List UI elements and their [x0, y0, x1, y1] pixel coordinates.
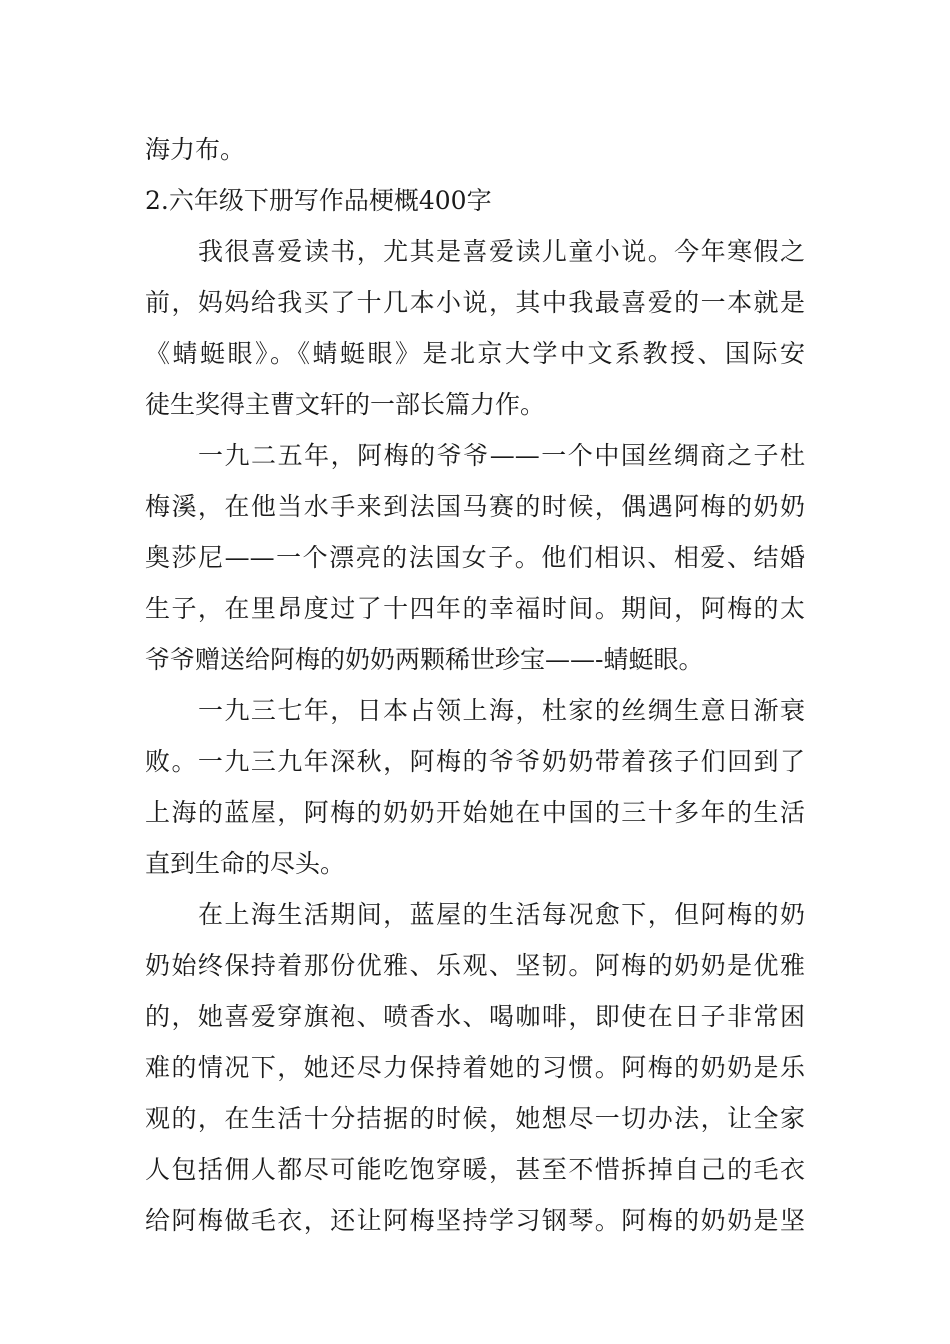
text-line: 前，妈妈给我买了十几本小说，其中我最喜爱的一本就是 [145, 288, 805, 317]
text-line: 梅溪，在他当水手来到法国马赛的时候，偶遇阿梅的奶奶 [145, 492, 805, 521]
text-line: 徒生奖得主曹文轩的一部长篇力作。 [145, 390, 546, 419]
text-line: 我很喜爱读书，尤其是喜爱读儿童小说。今年寒假之 [198, 237, 805, 266]
text-line: 败。一九三九年深秋，阿梅的爷爷奶奶带着孩子们回到了 [145, 747, 805, 776]
text-line: 观的，在生活十分拮据的时候，她想尽一切办法，让全家 [145, 1104, 805, 1133]
text-line: 奶始终保持着那份优雅、乐观、坚韧。阿梅的奶奶是优雅 [145, 951, 805, 980]
text-line: 一九二五年，阿梅的爷爷——一个中国丝绸商之子杜 [198, 441, 805, 470]
text-line: 在上海生活期间，蓝屋的生活每况愈下，但阿梅的奶 [198, 900, 805, 929]
text-line: 生子，在里昂度过了十四年的幸福时间。期间，阿梅的太 [145, 594, 805, 623]
text-line: 上海的蓝屋，阿梅的奶奶开始她在中国的三十多年的生活 [145, 798, 805, 827]
text-line: 2.六年级下册写作品梗概400字 [145, 186, 492, 215]
text-line: 难的情况下，她还尽力保持着她的习惯。阿梅的奶奶是乐 [145, 1053, 805, 1082]
text-line: 的，她喜爱穿旗袍、喷香水、喝咖啡，即使在日子非常困 [145, 1002, 805, 1031]
text-line: 《蜻蜓眼》。《蜻蜓眼》是北京大学中文系教授、国际安 [145, 339, 805, 368]
text-line: 海力布。 [145, 135, 246, 164]
text-line: 人包括佣人都尽可能吃饱穿暖，甚至不惜拆掉自己的毛衣 [145, 1155, 805, 1184]
text-line: 爷爷赠送给阿梅的奶奶两颗稀世珍宝——-蜻蜓眼。 [145, 645, 704, 674]
text-line: 一九三七年，日本占领上海，杜家的丝绸生意日渐衰 [198, 696, 805, 725]
text-line: 给阿梅做毛衣，还让阿梅坚持学习钢琴。阿梅的奶奶是坚 [145, 1206, 805, 1235]
text-line: 奥莎尼——一个漂亮的法国女子。他们相识、相爱、结婚 [145, 543, 805, 572]
text-line: 直到生命的尽头。 [145, 849, 346, 878]
